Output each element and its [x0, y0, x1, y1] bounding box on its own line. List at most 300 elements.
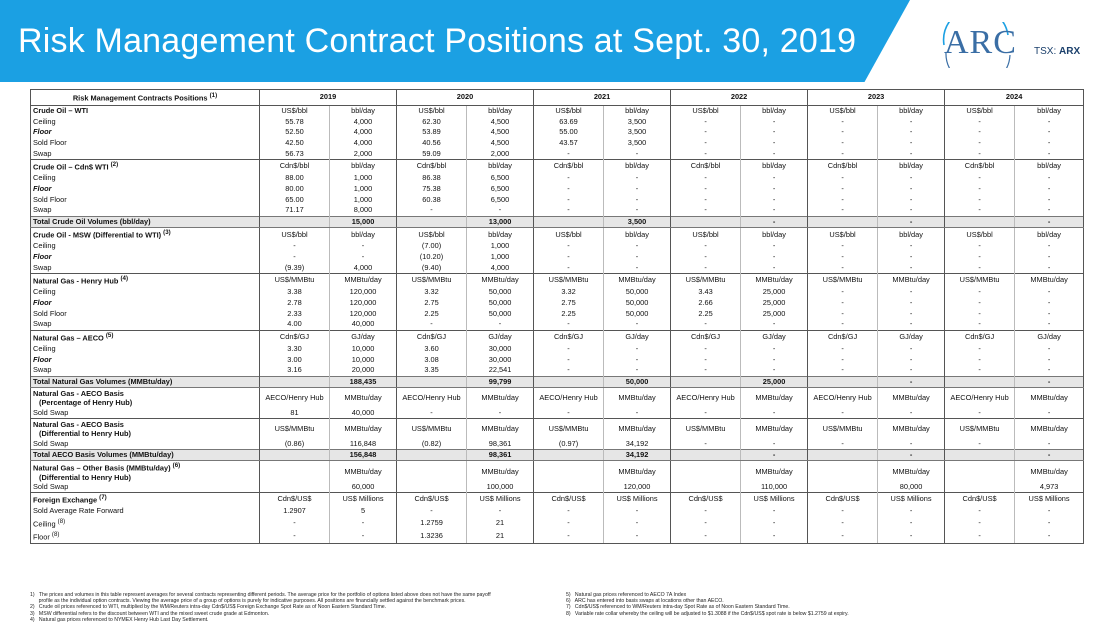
value-cell: -: [945, 127, 1015, 138]
value-cell: -: [878, 149, 945, 160]
unit-cell: [260, 461, 330, 482]
row-label: [31, 274, 260, 287]
table-row: [31, 319, 1084, 330]
value-cell: (0.82): [397, 439, 467, 450]
total-cell: [260, 216, 330, 227]
unit-cell: GJ/day: [330, 330, 397, 343]
value-cell: 2.25: [534, 309, 604, 320]
value-cell: -: [1015, 149, 1084, 160]
total-cell: [808, 216, 878, 227]
unit-cell: bbl/day: [1015, 160, 1084, 173]
unit-cell: Cdn$/bbl: [260, 160, 330, 173]
value-cell: -: [945, 184, 1015, 195]
unit-cell: US$ Millions: [878, 493, 945, 506]
value-cell: -: [945, 439, 1015, 450]
unit-cell: MMBtu/day: [1015, 388, 1084, 408]
value-cell: 110,000: [741, 482, 808, 493]
value-cell: 2.75: [397, 298, 467, 309]
value-cell: -: [945, 287, 1015, 298]
value-cell: 21: [467, 517, 534, 530]
total-cell: -: [1015, 449, 1084, 460]
table-row: [31, 365, 1084, 376]
row-label: [31, 355, 260, 366]
unit-cell: GJ/day: [467, 330, 534, 343]
unit-cell: GJ/day: [741, 330, 808, 343]
total-cell: -: [1015, 376, 1084, 387]
value-cell: -: [604, 184, 671, 195]
value-cell: -: [534, 355, 604, 366]
table-row: [31, 530, 1084, 543]
table-row: [31, 138, 1084, 149]
ticker-symbol: ARX: [1059, 46, 1081, 57]
unit-cell: US$ Millions: [1015, 493, 1084, 506]
row-label: [31, 228, 260, 241]
unit-cell: [808, 461, 878, 482]
table-row: [31, 205, 1084, 216]
unit-cell: MMBtu/day: [467, 274, 534, 287]
table-row: [31, 274, 1084, 287]
table-row: [31, 449, 1084, 460]
row-label-text: Floor: [33, 184, 52, 194]
table-row: [31, 517, 1084, 530]
table-row: [31, 344, 1084, 355]
row-label-text: Sold Floor: [33, 194, 67, 204]
row-label: [31, 138, 260, 149]
row-label-text: Sold Floor: [33, 308, 67, 318]
unit-cell: Cdn$/bbl: [945, 160, 1015, 173]
value-cell: -: [741, 241, 808, 252]
value-cell: 10,000: [330, 344, 397, 355]
value-cell: -: [808, 116, 878, 127]
unit-cell: bbl/day: [741, 160, 808, 173]
row-label-sup: (8): [51, 530, 60, 538]
unit-cell: Cdn$/bbl: [397, 160, 467, 173]
value-cell: -: [671, 138, 741, 149]
value-cell: (0.97): [534, 439, 604, 450]
year-header: 2023: [808, 90, 945, 106]
footnote-line: 4) Natural gas prices referenced to NYMEX Henry Hub Last Day Settlement.: [30, 616, 209, 623]
footnote-line: 2) Crude oil prices referenced to WTI, multiplied by the WM/Reuters intra-day Cdn$/US$ Foreign Exchange Spot Rate as of Noon Eastern Standard Time.: [30, 604, 387, 611]
unit-cell: US$/MMBtu: [671, 419, 741, 439]
value-cell: 2.78: [260, 298, 330, 309]
value-cell: -: [741, 127, 808, 138]
value-cell: -: [741, 205, 808, 216]
total-cell: [260, 449, 330, 460]
value-cell: -: [945, 530, 1015, 543]
total-cell: [534, 376, 604, 387]
value-cell: -: [945, 241, 1015, 252]
unit-cell: bbl/day: [330, 160, 397, 173]
row-label-sub: (Differential to Henry Hub): [39, 428, 131, 438]
total-cell: [671, 376, 741, 387]
value-cell: -: [878, 506, 945, 517]
value-cell: 25,000: [741, 309, 808, 320]
unit-cell: bbl/day: [604, 228, 671, 241]
value-cell: -: [534, 205, 604, 216]
row-label-sup: (3): [163, 229, 171, 237]
value-cell: -: [260, 530, 330, 543]
unit-cell: [534, 461, 604, 482]
unit-cell: MMBtu/day: [1015, 274, 1084, 287]
footnote-line: profile as the individual option contracts. Viewing the average price of a group of options is purely for indicative purposes. All positions are financially settled against the benchmark prices.: [30, 598, 466, 605]
value-cell: -: [808, 365, 878, 376]
value-cell: (9.39): [260, 263, 330, 274]
value-cell: 55.78: [260, 116, 330, 127]
value-cell: -: [1015, 263, 1084, 274]
row-label: [31, 160, 260, 173]
value-cell: -: [1015, 408, 1084, 419]
value-cell: -: [878, 184, 945, 195]
value-cell: -: [808, 205, 878, 216]
unit-cell: GJ/day: [604, 330, 671, 343]
unit-cell: US$/bbl: [945, 228, 1015, 241]
row-label-text: Natural Gas - AECO Basis: [33, 419, 124, 429]
total-cell: [260, 376, 330, 387]
value-cell: 2.33: [260, 309, 330, 320]
value-cell: 1,000: [330, 195, 397, 206]
value-cell: -: [1015, 138, 1084, 149]
value-cell: -: [945, 263, 1015, 274]
footnotes-right: [566, 592, 1086, 617]
value-cell: -: [330, 530, 397, 543]
value-cell: 40,000: [330, 319, 397, 330]
value-cell: -: [1015, 344, 1084, 355]
value-cell: [945, 482, 1015, 493]
unit-cell: US$/MMBtu: [945, 274, 1015, 287]
value-cell: 10,000: [330, 355, 397, 366]
value-cell: -: [878, 263, 945, 274]
value-cell: -: [467, 319, 534, 330]
value-cell: 120,000: [330, 298, 397, 309]
value-cell: 3.43: [671, 287, 741, 298]
unit-cell: bbl/day: [604, 160, 671, 173]
value-cell: -: [604, 149, 671, 160]
page-title: Risk Management Contract Positions at Sept. 30, 2019: [18, 22, 857, 60]
year-header: 2024: [945, 90, 1084, 106]
row-label: [31, 184, 260, 195]
footnote-line: 6) ARC has entered into basis swaps at locations other than AECO.: [566, 598, 724, 605]
value-cell: -: [945, 319, 1015, 330]
unit-cell: Cdn$/US$: [671, 493, 741, 506]
value-cell: 40.56: [397, 138, 467, 149]
value-cell: -: [808, 252, 878, 263]
value-cell: -: [671, 355, 741, 366]
ticker-prefix: TSX:: [1034, 46, 1057, 57]
total-cell: 34,192: [604, 449, 671, 460]
unit-cell: MMBtu/day: [878, 419, 945, 439]
value-cell: -: [671, 263, 741, 274]
value-cell: -: [945, 116, 1015, 127]
unit-cell: MMBtu/day: [878, 461, 945, 482]
value-cell: -: [945, 252, 1015, 263]
value-cell: 40,000: [330, 408, 397, 419]
row-label: [31, 365, 260, 376]
row-label: [31, 330, 260, 343]
unit-cell: AECO/Henry Hub: [260, 388, 330, 408]
unit-cell: bbl/day: [467, 160, 534, 173]
value-cell: 3,500: [604, 116, 671, 127]
value-cell: -: [534, 319, 604, 330]
value-cell: -: [330, 241, 397, 252]
unit-cell: US$/bbl: [397, 106, 467, 117]
table-row: [31, 506, 1084, 517]
value-cell: -: [604, 319, 671, 330]
row-label-sup: (5): [105, 331, 114, 339]
unit-cell: US$/MMBtu: [534, 419, 604, 439]
value-cell: -: [878, 298, 945, 309]
total-cell: 99,799: [467, 376, 534, 387]
unit-cell: MMBtu/day: [604, 419, 671, 439]
total-cell: [671, 449, 741, 460]
value-cell: -: [604, 173, 671, 184]
row-label: [31, 216, 260, 227]
row-label-text: Floor: [33, 252, 52, 262]
value-cell: -: [330, 517, 397, 530]
row-label-text: Ceiling: [33, 241, 56, 251]
value-cell: -: [534, 517, 604, 530]
value-cell: -: [741, 149, 808, 160]
total-cell: 3,500: [604, 216, 671, 227]
value-cell: -: [945, 173, 1015, 184]
value-cell: -: [604, 195, 671, 206]
value-cell: -: [534, 149, 604, 160]
value-cell: -: [604, 517, 671, 530]
value-cell: 50,000: [604, 287, 671, 298]
value-cell: -: [604, 530, 671, 543]
unit-cell: MMBtu/day: [330, 419, 397, 439]
row-label-text: Sold Swap: [33, 438, 69, 448]
footnotes-left: [30, 592, 550, 623]
value-cell: -: [945, 149, 1015, 160]
row-label: [31, 149, 260, 160]
value-cell: (0.86): [260, 439, 330, 450]
value-cell: -: [604, 408, 671, 419]
value-cell: 1,000: [467, 252, 534, 263]
value-cell: -: [808, 184, 878, 195]
value-cell: -: [671, 344, 741, 355]
value-cell: -: [671, 408, 741, 419]
unit-cell: MMBtu/day: [330, 461, 397, 482]
unit-cell: Cdn$/US$: [808, 493, 878, 506]
value-cell: 42.50: [260, 138, 330, 149]
unit-cell: bbl/day: [1015, 106, 1084, 117]
value-cell: 4,500: [467, 116, 534, 127]
footnote-line: 8) Variable rate collar whereby the ceiling will be adjusted to $1.3088 if the Cdn$/US$ spot rate is below $1.2759 at expiry.: [566, 610, 849, 617]
row-label-text: Total Natural Gas Volumes (MMBtu/day): [33, 376, 173, 386]
row-label-text: Ceiling: [33, 343, 56, 353]
value-cell: -: [878, 355, 945, 366]
year-header: 2019: [260, 90, 397, 106]
value-cell: 2.25: [397, 309, 467, 320]
unit-cell: US$ Millions: [330, 493, 397, 506]
value-cell: 60,000: [330, 482, 397, 493]
value-cell: -: [878, 365, 945, 376]
value-cell: -: [1015, 517, 1084, 530]
value-cell: -: [878, 408, 945, 419]
value-cell: -: [741, 138, 808, 149]
row-label-text: Natural Gas – AECO: [33, 333, 104, 343]
total-cell: 98,361: [467, 449, 534, 460]
value-cell: -: [808, 309, 878, 320]
value-cell: 4,000: [330, 127, 397, 138]
table-row: [31, 216, 1084, 227]
value-cell: -: [534, 344, 604, 355]
row-label: [31, 517, 260, 530]
value-cell: -: [1015, 287, 1084, 298]
row-label: [31, 116, 260, 127]
value-cell: -: [604, 344, 671, 355]
value-cell: (7.00): [397, 241, 467, 252]
value-cell: -: [878, 195, 945, 206]
value-cell: -: [878, 205, 945, 216]
unit-cell: MMBtu/day: [878, 388, 945, 408]
footnote-line: 5) Natural gas prices referenced to AECO 7A Index: [566, 592, 687, 598]
value-cell: 98,361: [467, 439, 534, 450]
table-row: [31, 388, 1084, 408]
ticker-label: [1034, 46, 1080, 57]
total-cell: [397, 449, 467, 460]
value-cell: -: [397, 205, 467, 216]
table-row: [31, 330, 1084, 343]
row-label-text: Ceiling: [33, 173, 56, 183]
value-cell: 100,000: [467, 482, 534, 493]
value-cell: 34,192: [604, 439, 671, 450]
row-label: [31, 309, 260, 320]
value-cell: 86.38: [397, 173, 467, 184]
unit-cell: AECO/Henry Hub: [534, 388, 604, 408]
value-cell: 1.3236: [397, 530, 467, 543]
value-cell: 3,500: [604, 138, 671, 149]
arc-logo-text: ARC: [944, 24, 1017, 61]
unit-cell: bbl/day: [878, 106, 945, 117]
unit-cell: GJ/day: [878, 330, 945, 343]
row-label-text: Total AECO Basis Volumes (MMBtu/day): [33, 449, 174, 459]
row-label: [31, 439, 260, 450]
value-cell: 4,500: [467, 138, 534, 149]
row-label: [31, 419, 260, 439]
unit-cell: Cdn$/bbl: [808, 160, 878, 173]
unit-cell: MMBtu/day: [467, 419, 534, 439]
row-label-text: Crude Oil – WTI: [33, 106, 89, 115]
value-cell: -: [534, 365, 604, 376]
value-cell: 120,000: [604, 482, 671, 493]
value-cell: -: [260, 252, 330, 263]
value-cell: -: [945, 506, 1015, 517]
row-label: [31, 530, 260, 543]
unit-cell: Cdn$/bbl: [534, 160, 604, 173]
unit-cell: Cdn$/GJ: [671, 330, 741, 343]
row-label: [31, 388, 260, 408]
unit-cell: bbl/day: [878, 160, 945, 173]
total-cell: [945, 449, 1015, 460]
value-cell: 25,000: [741, 287, 808, 298]
value-cell: 50,000: [467, 309, 534, 320]
value-cell: 50,000: [604, 309, 671, 320]
value-cell: -: [878, 116, 945, 127]
value-cell: 116,848: [330, 439, 397, 450]
value-cell: -: [945, 205, 1015, 216]
value-cell: 6,500: [467, 173, 534, 184]
value-cell: -: [467, 506, 534, 517]
value-cell: -: [741, 195, 808, 206]
value-cell: -: [397, 319, 467, 330]
value-cell: 2.25: [671, 309, 741, 320]
row-label-text: Sold Swap: [33, 481, 69, 491]
value-cell: 4,000: [330, 138, 397, 149]
value-cell: -: [808, 287, 878, 298]
unit-cell: Cdn$/US$: [534, 493, 604, 506]
value-cell: 2,000: [330, 149, 397, 160]
value-cell: -: [671, 173, 741, 184]
value-cell: 80.00: [260, 184, 330, 195]
total-cell: [808, 376, 878, 387]
row-label: [31, 506, 260, 517]
value-cell: -: [808, 138, 878, 149]
value-cell: (10.20): [397, 252, 467, 263]
table-row: [31, 263, 1084, 274]
footnote-line: 1) The prices and volumes in this table represent averages for several contracts representing different periods. The average price for the portfolio of options listed above does not have the same payoff: [30, 592, 491, 598]
value-cell: -: [741, 408, 808, 419]
value-cell: 43.57: [534, 138, 604, 149]
row-label: [31, 173, 260, 184]
value-cell: -: [534, 173, 604, 184]
year-header: 2021: [534, 90, 671, 106]
value-cell: -: [878, 309, 945, 320]
table-row: [31, 461, 1084, 482]
value-cell: -: [604, 365, 671, 376]
value-cell: -: [741, 439, 808, 450]
value-cell: 2.66: [671, 298, 741, 309]
value-cell: -: [1015, 530, 1084, 543]
unit-cell: bbl/day: [467, 106, 534, 117]
value-cell: 3.60: [397, 344, 467, 355]
total-cell: 50,000: [604, 376, 671, 387]
unit-cell: AECO/Henry Hub: [808, 388, 878, 408]
value-cell: 81: [260, 408, 330, 419]
value-cell: -: [741, 173, 808, 184]
value-cell: -: [534, 506, 604, 517]
unit-cell: US$/MMBtu: [397, 274, 467, 287]
unit-cell: MMBtu/day: [1015, 419, 1084, 439]
value-cell: (9.40): [397, 263, 467, 274]
value-cell: -: [741, 184, 808, 195]
value-cell: -: [878, 138, 945, 149]
unit-cell: US$/MMBtu: [397, 419, 467, 439]
value-cell: -: [945, 365, 1015, 376]
value-cell: 6,500: [467, 184, 534, 195]
row-label: [31, 106, 260, 117]
unit-cell: GJ/day: [1015, 330, 1084, 343]
unit-cell: MMBtu/day: [467, 461, 534, 482]
unit-cell: MMBtu/day: [604, 461, 671, 482]
row-label-text: Swap: [33, 148, 52, 158]
value-cell: 52.50: [260, 127, 330, 138]
unit-cell: US$/bbl: [671, 106, 741, 117]
year-header: 2022: [671, 90, 808, 106]
value-cell: -: [534, 241, 604, 252]
value-cell: -: [260, 517, 330, 530]
value-cell: -: [1015, 355, 1084, 366]
value-cell: -: [534, 184, 604, 195]
value-cell: 71.17: [260, 205, 330, 216]
value-cell: 5: [330, 506, 397, 517]
unit-cell: MMBtu/day: [1015, 461, 1084, 482]
total-cell: [397, 376, 467, 387]
unit-cell: Cdn$/GJ: [808, 330, 878, 343]
value-cell: -: [1015, 365, 1084, 376]
unit-cell: US$/bbl: [808, 106, 878, 117]
unit-cell: Cdn$/bbl: [671, 160, 741, 173]
